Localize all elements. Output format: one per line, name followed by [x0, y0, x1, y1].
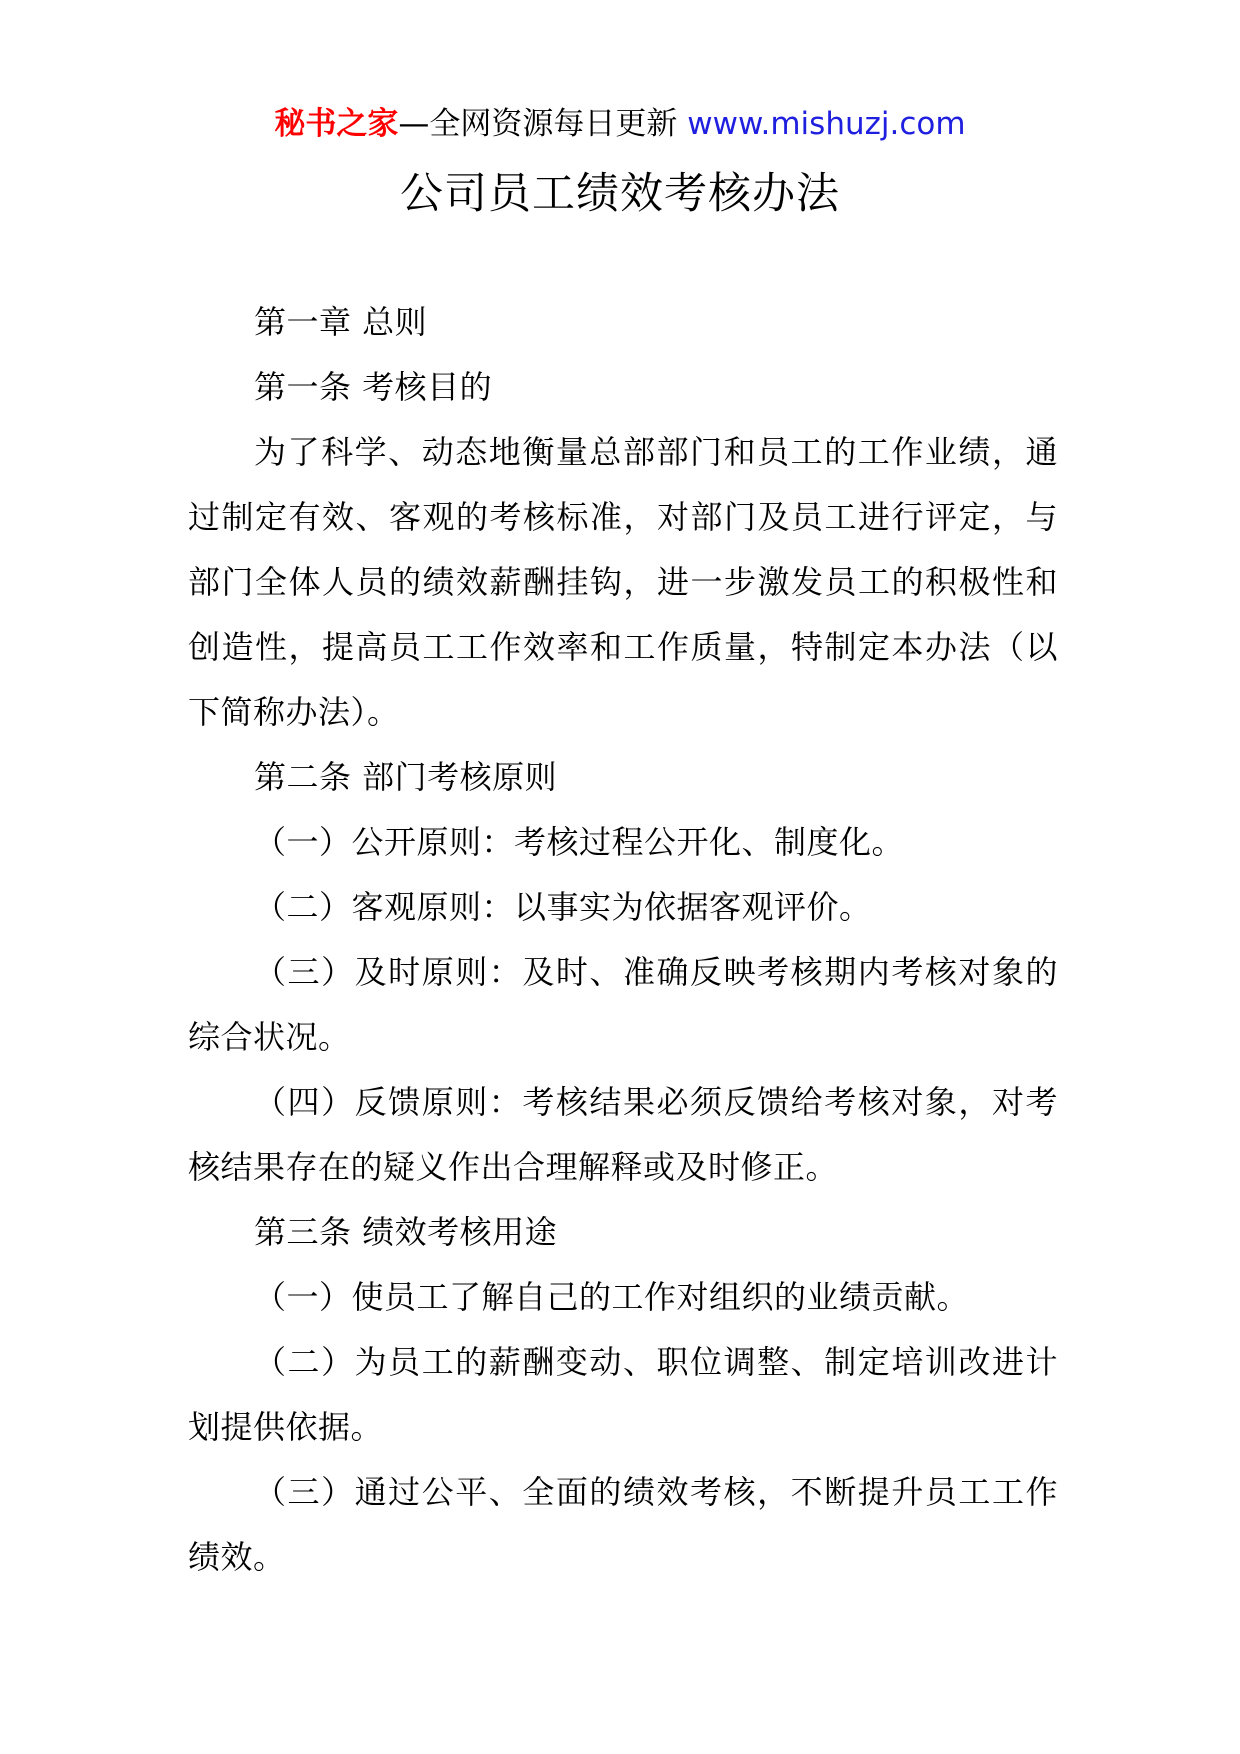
chapter-heading: 第一章 总则: [254, 303, 428, 341]
site-tagline: —全网资源每日更新: [398, 106, 678, 142]
list-item: （二）为员工的薪酬变动、职位调整、制定培训改进计划提供依据。: [188, 1343, 1058, 1446]
list-item: （三）及时原则：及时、准确反映考核期内考核对象的综合状况。: [188, 953, 1058, 1056]
document-body: [188, 290, 1058, 1590]
site-brand: 秘书之家: [274, 106, 399, 142]
article-heading: 第二条 部门考核原则: [254, 758, 558, 796]
list-item: （二）客观原则：以事实为依据客观评价。: [254, 888, 872, 926]
article-heading: 第三条 绩效考核用途: [254, 1213, 558, 1251]
site-url-link[interactable]: www.mishuzj.com: [687, 106, 966, 142]
list-item: （一）公开原则：考核过程公开化、制度化。: [254, 823, 905, 861]
site-banner: [0, 104, 1240, 144]
list-item: （一）使员工了解自己的工作对组织的业绩贡献。: [254, 1278, 970, 1316]
document-title: 公司员工绩效考核办法: [400, 169, 840, 219]
list-item: （四）反馈原则：考核结果必须反馈给考核对象，对考核结果存在的疑义作出合理解释或及时修正。: [188, 1083, 1058, 1186]
body-paragraph: 为了科学、动态地衡量总部部门和员工的工作业绩，通过制定有效、客观的考核标准，对部门及员工进行评定，与部门全体人员的绩效薪酬挂钩，进一步激发员工的积极性和创造性，提高员工工作效率和工作质量，特制定本办法（以下简称办法）。: [188, 433, 1058, 731]
article-heading: 第一条 考核目的: [254, 368, 493, 406]
list-item: （三）通过公平、全面的绩效考核，不断提升员工工作绩效。: [188, 1473, 1058, 1576]
